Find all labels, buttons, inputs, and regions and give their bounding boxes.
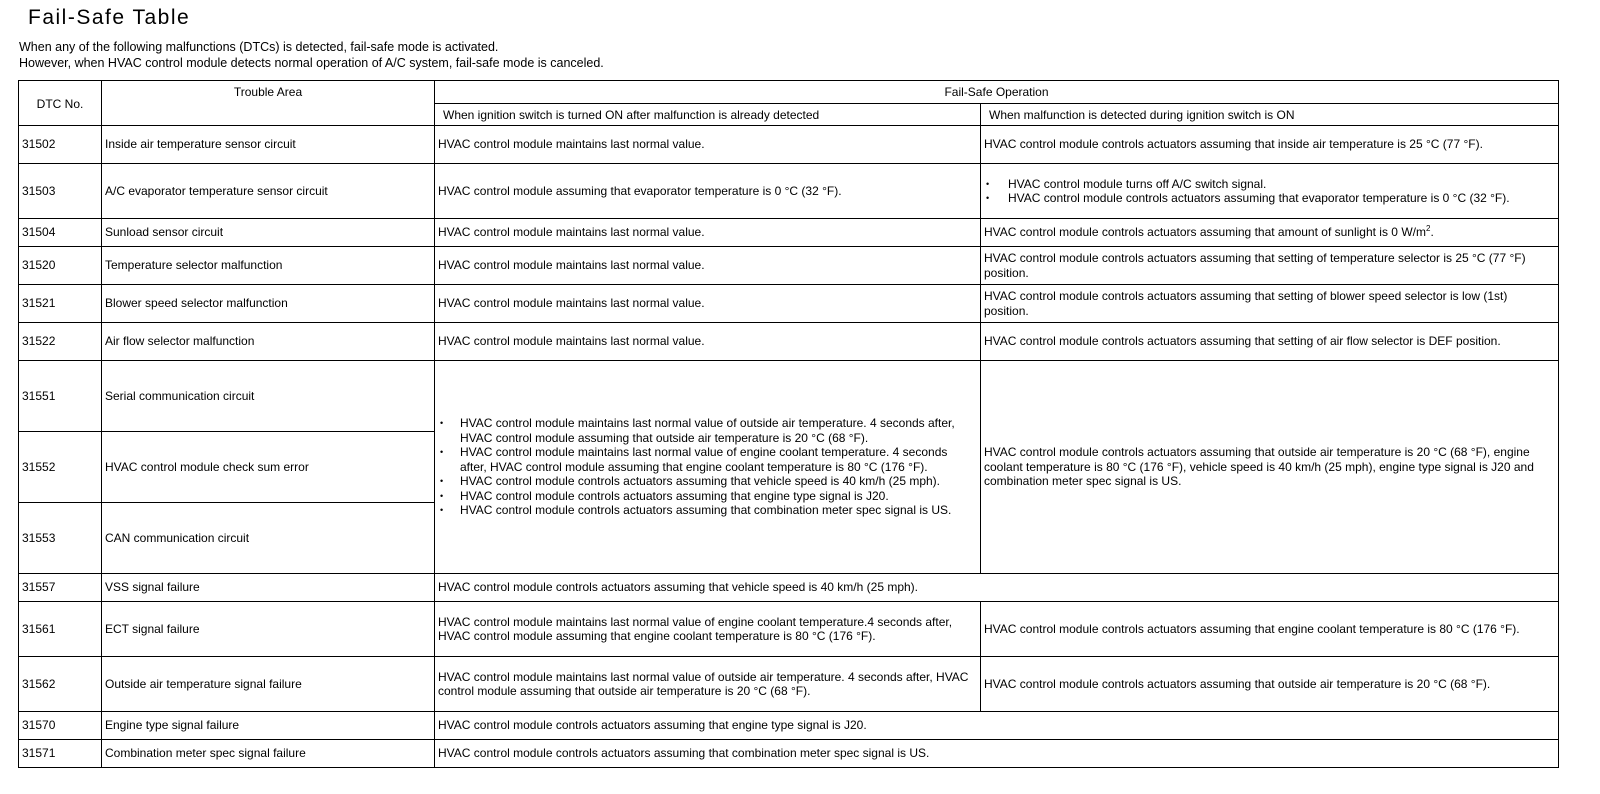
table-row: [19, 712, 1559, 740]
trouble-area-cell: Temperature selector malfunction: [102, 247, 435, 285]
trouble-area-cell: VSS signal failure: [102, 574, 435, 602]
list-item: • HVAC control module controls actuators assuming that vehicle speed is 40 km/h (25 mph).: [438, 474, 977, 489]
fail-safe-cell: HVAC control module controls actuators assuming that engine type signal is J20.: [435, 712, 1559, 740]
intro-text: [19, 39, 604, 71]
trouble-area-cell: Engine type signal failure: [102, 712, 435, 740]
trouble-area-cell: CAN communication circuit: [102, 503, 435, 574]
table-row: [19, 285, 1559, 323]
during-ignition-cell: HVAC control module controls actuators assuming that setting of temperature selector is 25 °C (77 °F) position.: [981, 247, 1559, 285]
trouble-area-cell: Serial communication circuit: [102, 361, 435, 432]
fail-safe-cell: HVAC control module controls actuators assuming that vehicle speed is 40 km/h (25 mph).: [435, 574, 1559, 602]
trouble-area-cell: Inside air temperature sensor circuit: [102, 126, 435, 164]
during-ignition-cell: [981, 219, 1559, 247]
trouble-area-cell: HVAC control module check sum error: [102, 432, 435, 503]
ignition-on-list: [438, 416, 977, 518]
table-row: [19, 164, 1559, 219]
trouble-area-cell: Combination meter spec signal failure: [102, 740, 435, 768]
dtc-cell: 31502: [19, 126, 102, 164]
dtc-cell: 31522: [19, 323, 102, 361]
ignition-on-cell: HVAC control module maintains last normal value.: [435, 219, 981, 247]
header-fail-safe-operation: Fail-Safe Operation: [435, 81, 1559, 104]
intro-line-1: When any of the following malfunctions (DTCs) is detected, fail-safe mode is activated.: [19, 40, 499, 54]
dtc-cell: 31503: [19, 164, 102, 219]
sunload-text: HVAC control module controls actuators assuming that amount of sunlight is 0 W/m: [984, 225, 1426, 240]
dtc-cell: 31571: [19, 740, 102, 768]
dtc-cell: 31520: [19, 247, 102, 285]
table-row: [19, 361, 1559, 432]
dtc-cell: 31552: [19, 432, 102, 503]
fail-safe-table: [18, 80, 1559, 768]
table-row: [19, 574, 1559, 602]
trouble-area-cell: Sunload sensor circuit: [102, 219, 435, 247]
ignition-on-cell: HVAC control module maintains last normal value.: [435, 323, 981, 361]
trouble-area-cell: A/C evaporator temperature sensor circuit: [102, 164, 435, 219]
during-ignition-cell: HVAC control module controls actuators assuming that setting of blower speed selector is low (1st) position.: [981, 285, 1559, 323]
dtc-cell: 31562: [19, 657, 102, 712]
during-ignition-list: [984, 177, 1555, 206]
ignition-on-cell: HVAC control module maintains last normal value.: [435, 285, 981, 323]
dtc-cell: 31553: [19, 503, 102, 574]
header-dtc-no: DTC No.: [19, 81, 102, 126]
during-ignition-cell: HVAC control module controls actuators assuming that setting of air flow selector is DEF position.: [981, 323, 1559, 361]
table-row: [19, 323, 1559, 361]
superscript: 2: [1425, 224, 1431, 234]
fail-safe-cell: HVAC control module controls actuators assuming that combination meter spec signal is US.: [435, 740, 1559, 768]
list-item: • HVAC control module turns off A/C switch signal.: [984, 177, 1555, 192]
sunload-text-end: .: [1430, 225, 1434, 240]
ignition-on-cell: [435, 361, 981, 574]
dtc-cell: 31561: [19, 602, 102, 657]
ignition-on-cell: HVAC control module maintains last normal value.: [435, 126, 981, 164]
during-ignition-cell: HVAC control module controls actuators assuming that inside air temperature is 25 °C (77 °F).: [981, 126, 1559, 164]
list-item: • HVAC control module maintains last normal value of engine coolant temperature. 4 seconds after, HVAC control module assuming that engine coolant temperature is 80 °C (176 °F).: [438, 445, 977, 474]
dtc-cell: 31570: [19, 712, 102, 740]
dtc-cell: 31557: [19, 574, 102, 602]
dtc-cell: 31521: [19, 285, 102, 323]
table-row: [19, 740, 1559, 768]
trouble-area-cell: Air flow selector malfunction: [102, 323, 435, 361]
header-trouble-area: Trouble Area: [102, 81, 435, 126]
table-row: [19, 247, 1559, 285]
table-row: [19, 126, 1559, 164]
ignition-on-cell: HVAC control module maintains last normal value of outside air temperature. 4 seconds after, HVAC control module assuming that outside air temperature is 20 °C (68 °F).: [435, 657, 981, 712]
during-ignition-cell: HVAC control module controls actuators assuming that outside air temperature is 20 °C (68 °F), engine coolant temperature is 80 °C (176 °F), vehicle speed is 40 km/h (25 mph), engine type signal is J20 and combination meter spec signal is US.: [981, 361, 1559, 574]
ignition-on-cell: HVAC control module maintains last normal value.: [435, 247, 981, 285]
list-item: • HVAC control module controls actuators assuming that evaporator temperature is 0 °C (32 °F).: [984, 191, 1555, 206]
header-ignition-on: When ignition switch is turned ON after malfunction is already detected: [435, 104, 981, 126]
during-ignition-cell: [981, 164, 1559, 219]
dtc-cell: 31504: [19, 219, 102, 247]
list-item: • HVAC control module controls actuators assuming that engine type signal is J20.: [438, 489, 977, 504]
intro-line-2: However, when HVAC control module detects normal operation of A/C system, fail-safe mode is canceled.: [19, 56, 604, 70]
page-title: Fail-Safe Table: [28, 6, 191, 29]
ignition-on-cell: HVAC control module maintains last normal value of engine coolant temperature.4 seconds after, HVAC control module assuming that engine coolant temperature is 80 °C (176 °F).: [435, 602, 981, 657]
trouble-area-cell: ECT signal failure: [102, 602, 435, 657]
list-item: • HVAC control module maintains last normal value of outside air temperature. 4 seconds after, HVAC control module assuming that outside air temperature is 20 °C (68 °F).: [438, 416, 977, 445]
during-ignition-cell: HVAC control module controls actuators assuming that engine coolant temperature is 80 °C (176 °F).: [981, 602, 1559, 657]
during-ignition-cell: HVAC control module controls actuators assuming that outside air temperature is 20 °C (68 °F).: [981, 657, 1559, 712]
header-during-ignition: When malfunction is detected during ignition switch is ON: [981, 104, 1559, 126]
table-row: [19, 657, 1559, 712]
table-row: [19, 219, 1559, 247]
trouble-area-cell: Blower speed selector malfunction: [102, 285, 435, 323]
table-row: [19, 602, 1559, 657]
list-item: • HVAC control module controls actuators assuming that combination meter spec signal is US.: [438, 503, 977, 518]
dtc-cell: 31551: [19, 361, 102, 432]
trouble-area-cell: Outside air temperature signal failure: [102, 657, 435, 712]
ignition-on-cell: HVAC control module assuming that evaporator temperature is 0 °C (32 °F).: [435, 164, 981, 219]
